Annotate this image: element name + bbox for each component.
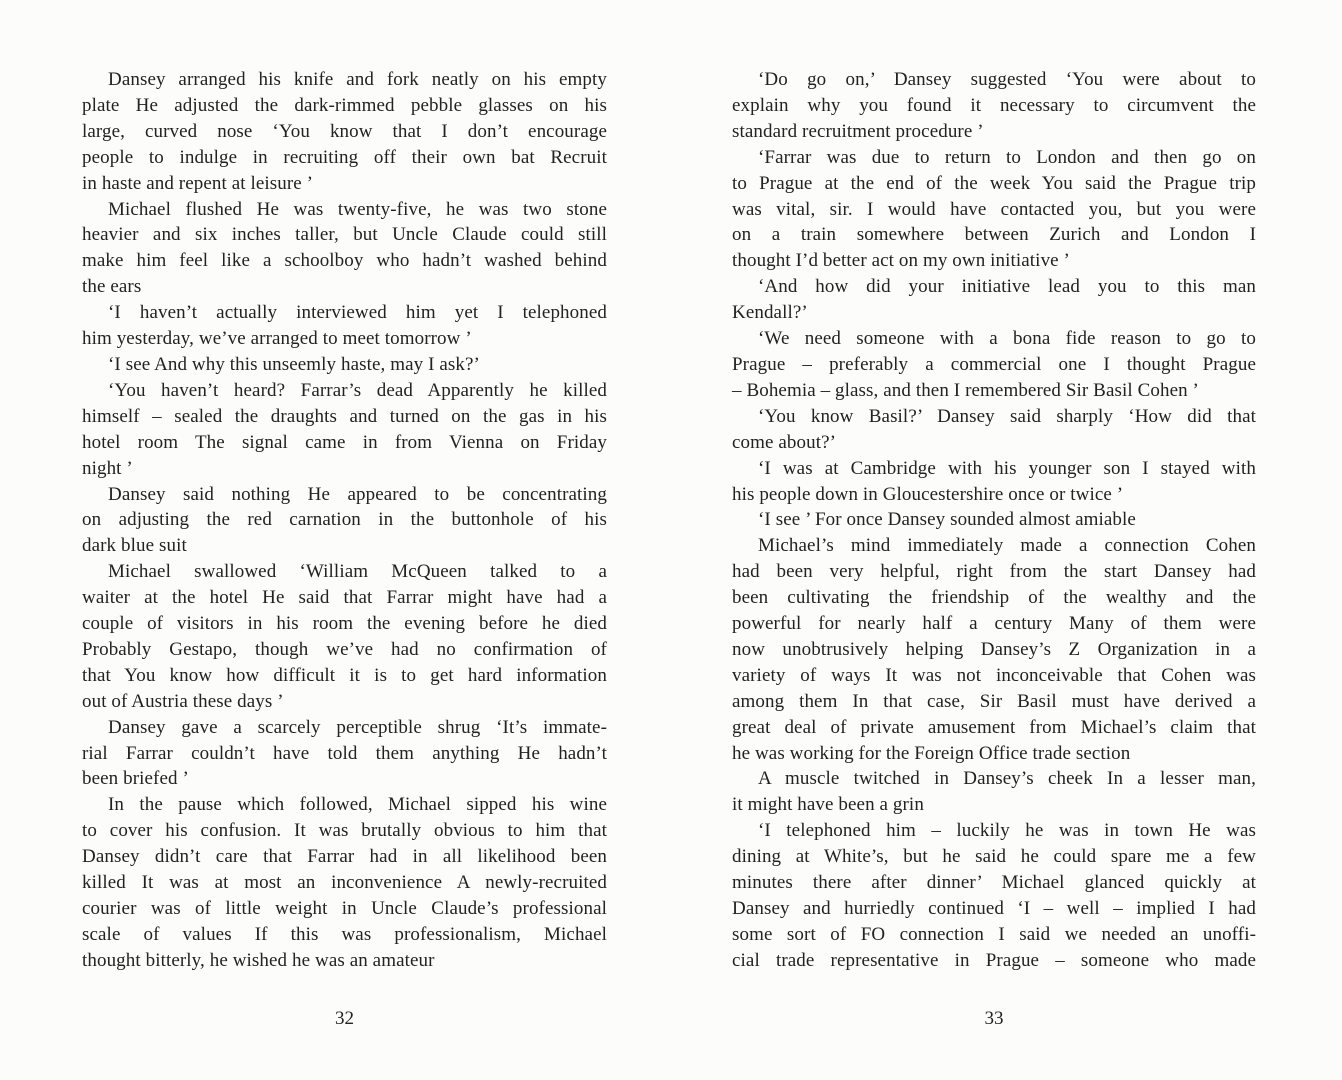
paragraph	[732, 818, 1256, 973]
paragraph	[82, 715, 607, 793]
text-line: ‘I see And why this unseemly haste, may I ask?’	[108, 353, 480, 375]
text-line: cial trade representative in Prague – someone who made	[732, 949, 1256, 971]
text-line: that You know how difficult it is to get hard information	[82, 664, 607, 686]
text-line: explain why you found it necessary to circumvent the	[732, 94, 1256, 116]
paragraph	[732, 67, 1256, 145]
page-number: 32	[335, 1008, 354, 1029]
text-line: dark blue suit	[82, 535, 187, 557]
text-line: Michael flushed He was twenty-five, he was two stone	[108, 198, 607, 220]
text-line: some sort of FO connection I said we needed an unoffi-	[732, 923, 1256, 945]
text-line: night ’	[82, 457, 133, 479]
text-line: it might have been a grin	[732, 794, 924, 816]
text-line: had been very helpful, right from the start Dansey had	[732, 561, 1256, 583]
text-line: Dansey said nothing He appeared to be concentrating	[108, 483, 607, 505]
paragraph	[82, 352, 607, 378]
text-line: dining at White’s, but he said he could spare me a few	[732, 846, 1256, 868]
text-line: – Bohemia – glass, and then I remembered Sir Basil Cohen ’	[732, 379, 1199, 401]
text-line: make him feel like a schoolboy who hadn’t washed behind	[82, 250, 607, 272]
text-line: him yesterday, we’ve arranged to meet tomorrow ’	[82, 328, 472, 350]
text-line: Dansey didn’t care that Farrar had in all likelihood been	[82, 846, 607, 868]
page-number: 33	[984, 1008, 1004, 1029]
text-line: courier was of little weight in Uncle Claude’s professional	[82, 898, 607, 919]
text-line: ‘I see ’ For once Dansey sounded almost amiable	[758, 509, 1136, 531]
text-line: ‘I was at Cambridge with his younger son I stayed with	[758, 457, 1256, 479]
text-line: Michael’s mind immediately made a connection Cohen	[758, 535, 1256, 557]
text-line: now unobtrusively helping Dansey’s Z Organization in a	[732, 638, 1256, 660]
text-line: out of Austria these days ’	[82, 690, 284, 712]
text-line: to cover his confusion. It was brutally obvious to him that	[82, 820, 607, 842]
text-line: ‘We need someone with a bona fide reason to go to	[758, 328, 1256, 350]
paragraph	[732, 766, 1256, 818]
text-line: In the pause which followed, Michael sipped his wine	[108, 794, 607, 816]
paragraph	[732, 456, 1256, 508]
text-line: Prague – preferably a commercial one I thought Prague	[732, 353, 1256, 375]
text-line: himself – sealed the draughts and turned on the gas in his	[82, 405, 607, 427]
text-line: ‘I telephoned him – luckily he was in town He was	[758, 820, 1256, 842]
text-line: Michael swallowed ‘William McQueen talked to a	[108, 561, 607, 583]
text-line: ‘Do go on,’ Dansey suggested ‘You were about to	[758, 69, 1256, 90]
text-line: ‘Farrar was due to return to London and then go on	[758, 146, 1256, 168]
paragraph	[732, 533, 1256, 766]
text-line: standard recruitment procedure ’	[732, 120, 984, 142]
text-line: heavier and six inches taller, but Uncle Claude could still	[82, 224, 607, 246]
text-line: thought I’d better act on my own initiative ’	[732, 250, 1070, 272]
text-line: couple of visitors in his room the evening before he died	[82, 613, 607, 635]
text-line: in haste and repent at leisure ’	[82, 172, 314, 194]
text-line: the ears	[82, 276, 142, 298]
text-line: ‘You haven’t heard? Farrar’s dead Apparently he killed	[108, 379, 607, 401]
text-line: on adjusting the red carnation in the buttonhole of his	[82, 509, 607, 531]
text-line: great deal of private amusement from Michael’s claim that	[732, 716, 1256, 738]
text-line: ‘And how did your initiative lead you to this man	[758, 276, 1256, 298]
text-line: been cultivating the friendship of the wealthy and the	[732, 587, 1256, 609]
paragraph	[82, 378, 607, 482]
paragraph	[82, 300, 607, 352]
text-line: Dansey and hurriedly continued ‘I – well – implied I had	[732, 898, 1256, 919]
text-line: on a train somewhere between Zurich and London I	[732, 224, 1256, 246]
text-line: waiter at the hotel He said that Farrar might have had a	[82, 587, 607, 609]
text-line: his people down in Gloucestershire once or twice ’	[732, 483, 1124, 505]
paragraph	[732, 507, 1256, 533]
paragraph	[82, 792, 607, 973]
text-line: Dansey gave a scarcely perceptible shrug ‘It’s immate-	[108, 716, 607, 738]
paragraph	[82, 197, 607, 301]
text-line: thought bitterly, he wished he was an amateur	[82, 949, 435, 971]
left-page	[82, 67, 607, 1067]
text-line: plate He adjusted the dark-rimmed pebble glasses on his	[82, 94, 607, 116]
text-line: A muscle twitched in Dansey’s cheek In a lesser man,	[758, 768, 1256, 790]
text-line: been briefed ’	[82, 768, 189, 790]
text-line: was vital, sir. I would have contacted you, but you were	[732, 198, 1256, 220]
text-line: Dansey arranged his knife and fork neatly on his empty	[108, 69, 607, 90]
text-line: large, curved nose ‘You know that I don’t encourage	[82, 120, 607, 142]
paragraph	[732, 274, 1256, 326]
text-line: to Prague at the end of the week You said the Prague trip	[732, 172, 1256, 194]
text-line: hotel room The signal came in from Vienna on Friday	[82, 431, 607, 453]
text-line: ‘I haven’t actually interviewed him yet I telephoned	[108, 302, 607, 324]
text-line: scale of values If this was professionalism, Michael	[82, 923, 607, 945]
paragraph	[82, 67, 607, 197]
paragraph	[732, 145, 1256, 275]
text-line: powerful for nearly half a century Many of them were	[732, 613, 1256, 635]
paragraph	[82, 482, 607, 560]
text-line: he was working for the Foreign Office trade section	[732, 742, 1131, 764]
text-line: people to indulge in recruiting off their own bat Recruit	[82, 146, 607, 168]
text-line: Kendall?’	[732, 302, 808, 324]
paragraph	[732, 404, 1256, 456]
text-line: minutes there after dinner’ Michael glanced quickly at	[732, 872, 1256, 894]
text-line: killed It was at most an inconvenience A newly-recruited	[82, 872, 607, 894]
text-line: Probably Gestapo, though we’ve had no confirmation of	[82, 638, 607, 660]
paragraph	[732, 326, 1256, 404]
text-line: variety of ways It was not inconceivable that Cohen was	[732, 664, 1256, 686]
paragraph	[82, 559, 607, 714]
text-line: rial Farrar couldn’t have told them anything He hadn’t	[82, 742, 607, 764]
text-line: come about?’	[732, 431, 837, 453]
text-line: among them In that case, Sir Basil must have derived a	[732, 690, 1256, 712]
right-page	[732, 67, 1256, 1067]
text-line: ‘You know Basil?’ Dansey said sharply ‘How did that	[758, 405, 1256, 427]
